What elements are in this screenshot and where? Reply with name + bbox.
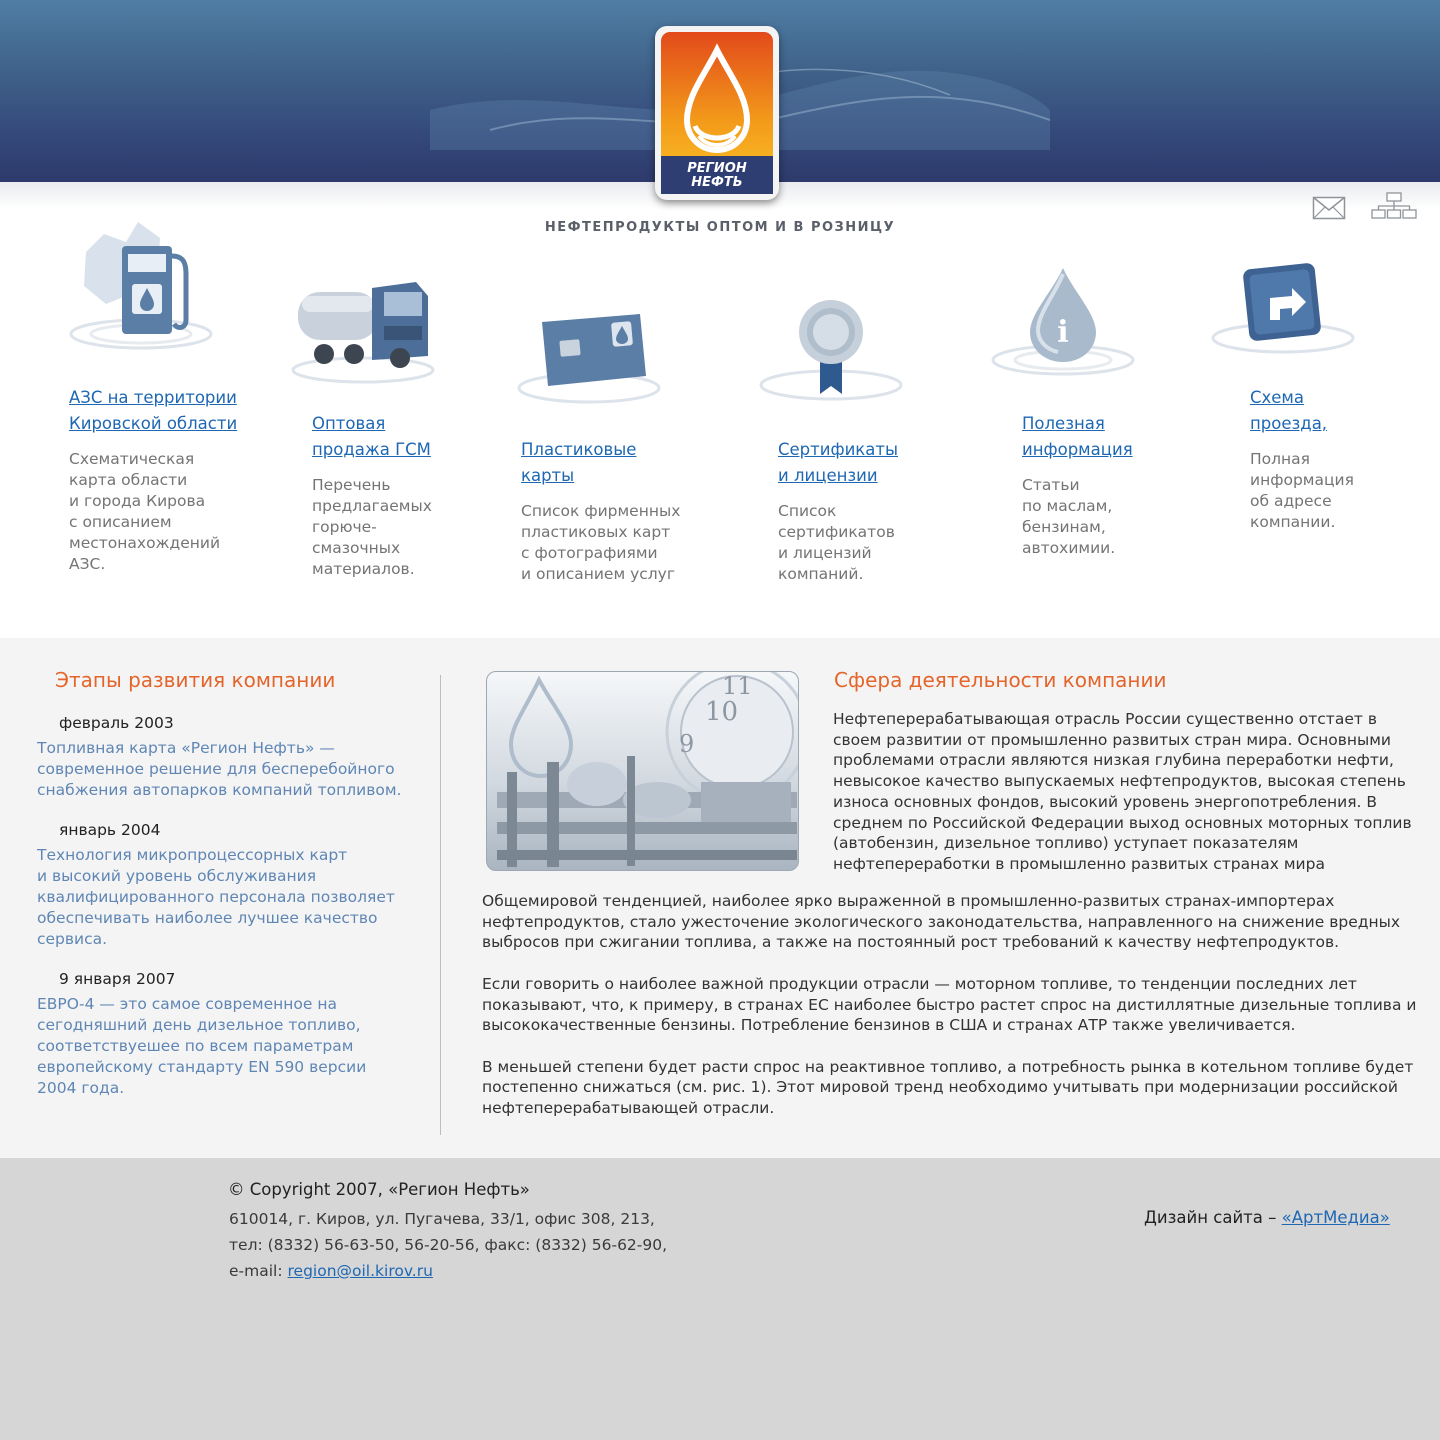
stage-date: февраль 2003 xyxy=(59,714,174,732)
stage-text: Топливная карта «Регион Нефть» — современное решение для бесперебойного снабжения автопарков компаний топливом. xyxy=(37,739,402,799)
route-arrow-icon[interactable] xyxy=(1208,258,1358,358)
phones: тел: (8332) 56-63-50, 56-20-56, факс: (8332) 56-62-90, xyxy=(229,1236,668,1254)
azs-description: Схематическая карта области и города Кирова с описанием местонахождений АЗС. xyxy=(69,450,221,573)
service-tile-cards xyxy=(521,437,680,585)
copyright: © Copyright 2007, «Регион Нефть» xyxy=(228,1180,530,1199)
svg-text:11: 11 xyxy=(722,672,753,700)
azs-link[interactable]: АЗС на территории Кировской области xyxy=(69,388,238,433)
refinery-photo xyxy=(486,671,799,871)
activity-intro: Нефтеперерабатывающая отрасль России существенно отстает в своем развитии от промышленно развитых стран мира. Основными проблемами отрасли являются низкая глубина переработки нефти, невысокое качество выпускаемых нефтепродуктов, высокая степень износа основных фондов, высокий уровень энергопотребления. В среднем по Российской Федерации выход основных моторных топлив (автобензин, дизельное топливо) уступает показателям нефтепереработки в промышленно развитых странах мира xyxy=(833,710,1412,873)
column-divider xyxy=(440,675,441,1135)
activity-paragraph: Общемировой тенденцией, наиболее ярко выраженной в промышленно-развитых странах-импортерах нефтепродуктов, стало ужесточение экологического законодательства, направленного на снижение вредных выбросов при сжигании топлива, а также на постоянный рост требований к качеству нефтепродуктов. xyxy=(482,892,1400,952)
svg-text:9: 9 xyxy=(679,730,695,758)
svg-text:i: i xyxy=(1057,315,1069,350)
history-title: Этапы развития компании xyxy=(55,668,336,692)
email-link[interactable]: region@oil.kirov.ru xyxy=(287,1262,433,1280)
address: 610014, г. Киров, ул. Пугачева, 33/1, офис 308, 213, xyxy=(229,1210,655,1228)
history-list xyxy=(37,714,432,1119)
activity-paragraphs xyxy=(482,891,1432,1119)
activity-title: Сфера деятельности компании xyxy=(834,668,1167,692)
sitemap-icon[interactable] xyxy=(1370,192,1418,220)
tanker-truck-icon[interactable] xyxy=(288,270,438,385)
certificates-description: Список сертификатов и лицензий компаний. xyxy=(778,502,895,583)
service-tile-wholesale xyxy=(312,411,432,580)
logo-text-line2: НЕФТЬ xyxy=(691,175,743,190)
svg-text:10: 10 xyxy=(705,697,739,727)
stage-text: Технология микропроцессорных карт и высокий уровень обслуживания квалифицированного персонала позволяет обеспечивать наиболее лучшее качество сервиса. xyxy=(37,846,395,948)
route-link[interactable]: Схема проезда, xyxy=(1250,388,1328,433)
info-drop-icon[interactable] xyxy=(988,262,1138,382)
company-logo[interactable] xyxy=(655,26,779,200)
design-credit xyxy=(1144,1208,1390,1227)
stage-date: 9 января 2007 xyxy=(59,970,176,988)
wholesale-description: Перечень предлагаемых горюче- смазочных материалов. xyxy=(312,476,432,578)
cards-link[interactable]: Пластиковые карты xyxy=(521,440,637,485)
activity-paragraph: Если говорить о наиболее важной продукции отрасли — моторном топливе, то тенденции последних лет показывают, что, к примеру, в странах ЕС наиболее быстро растет спрос на дистиллятные дизельные топлива и высококачественные бензины. Потребление бензинов в США и странах АТР также увеличивается. xyxy=(482,974,1417,1035)
logo-text-line1: РЕГИОН xyxy=(687,161,747,176)
route-description: Полная информация об адресе компании. xyxy=(1250,450,1354,531)
contact-info xyxy=(229,1206,667,1284)
service-tile-info xyxy=(1022,411,1133,559)
activity-paragraph: В меньшей степени будет расти спрос на реактивное топливо, а потребность рынка в котельном топливе будет постепенно снижаться (см. рис. 1). Этот мировой тренд необходимо учитывать при модернизации российской нефтеперерабатывающей отрасли. xyxy=(482,1057,1414,1117)
artmedia-link[interactable]: «АртМедиа» xyxy=(1281,1208,1390,1227)
plastic-card-icon[interactable] xyxy=(514,306,664,406)
service-tile-route xyxy=(1250,385,1354,533)
certificates-link[interactable]: Сертификаты и лицензии xyxy=(778,440,899,485)
certificate-medal-icon[interactable] xyxy=(756,290,906,405)
info-link[interactable]: Полезная информация xyxy=(1022,414,1133,459)
design-label: Дизайн сайта – xyxy=(1144,1208,1282,1227)
service-tile-certificates xyxy=(778,437,898,585)
stage-date: январь 2004 xyxy=(59,821,161,839)
tagline: НЕФТЕПРОДУКТЫ ОПТОМ И В РОЗНИЦУ xyxy=(544,220,896,235)
stage-text: ЕВРО-4 — это самое современное на сегодняшний день дизельное топливо, соответствуешее по всем параметрам европейскому стандарту EN 590 версии 2004 года. xyxy=(37,995,367,1097)
fuel-pump-map-icon[interactable] xyxy=(66,212,216,352)
cards-description: Список фирменных пластиковых карт с фотографиями и описанием услуг xyxy=(521,502,681,583)
wholesale-link[interactable]: Оптовая продажа ГСМ xyxy=(312,414,431,459)
footer xyxy=(0,1158,1440,1440)
email-label: e-mail: xyxy=(229,1262,288,1280)
service-tile-azs xyxy=(69,385,237,575)
email-row xyxy=(229,1258,667,1284)
mail-icon[interactable] xyxy=(1312,196,1346,220)
info-description: Статьи по маслам, бензинам, автохимии. xyxy=(1022,476,1116,557)
